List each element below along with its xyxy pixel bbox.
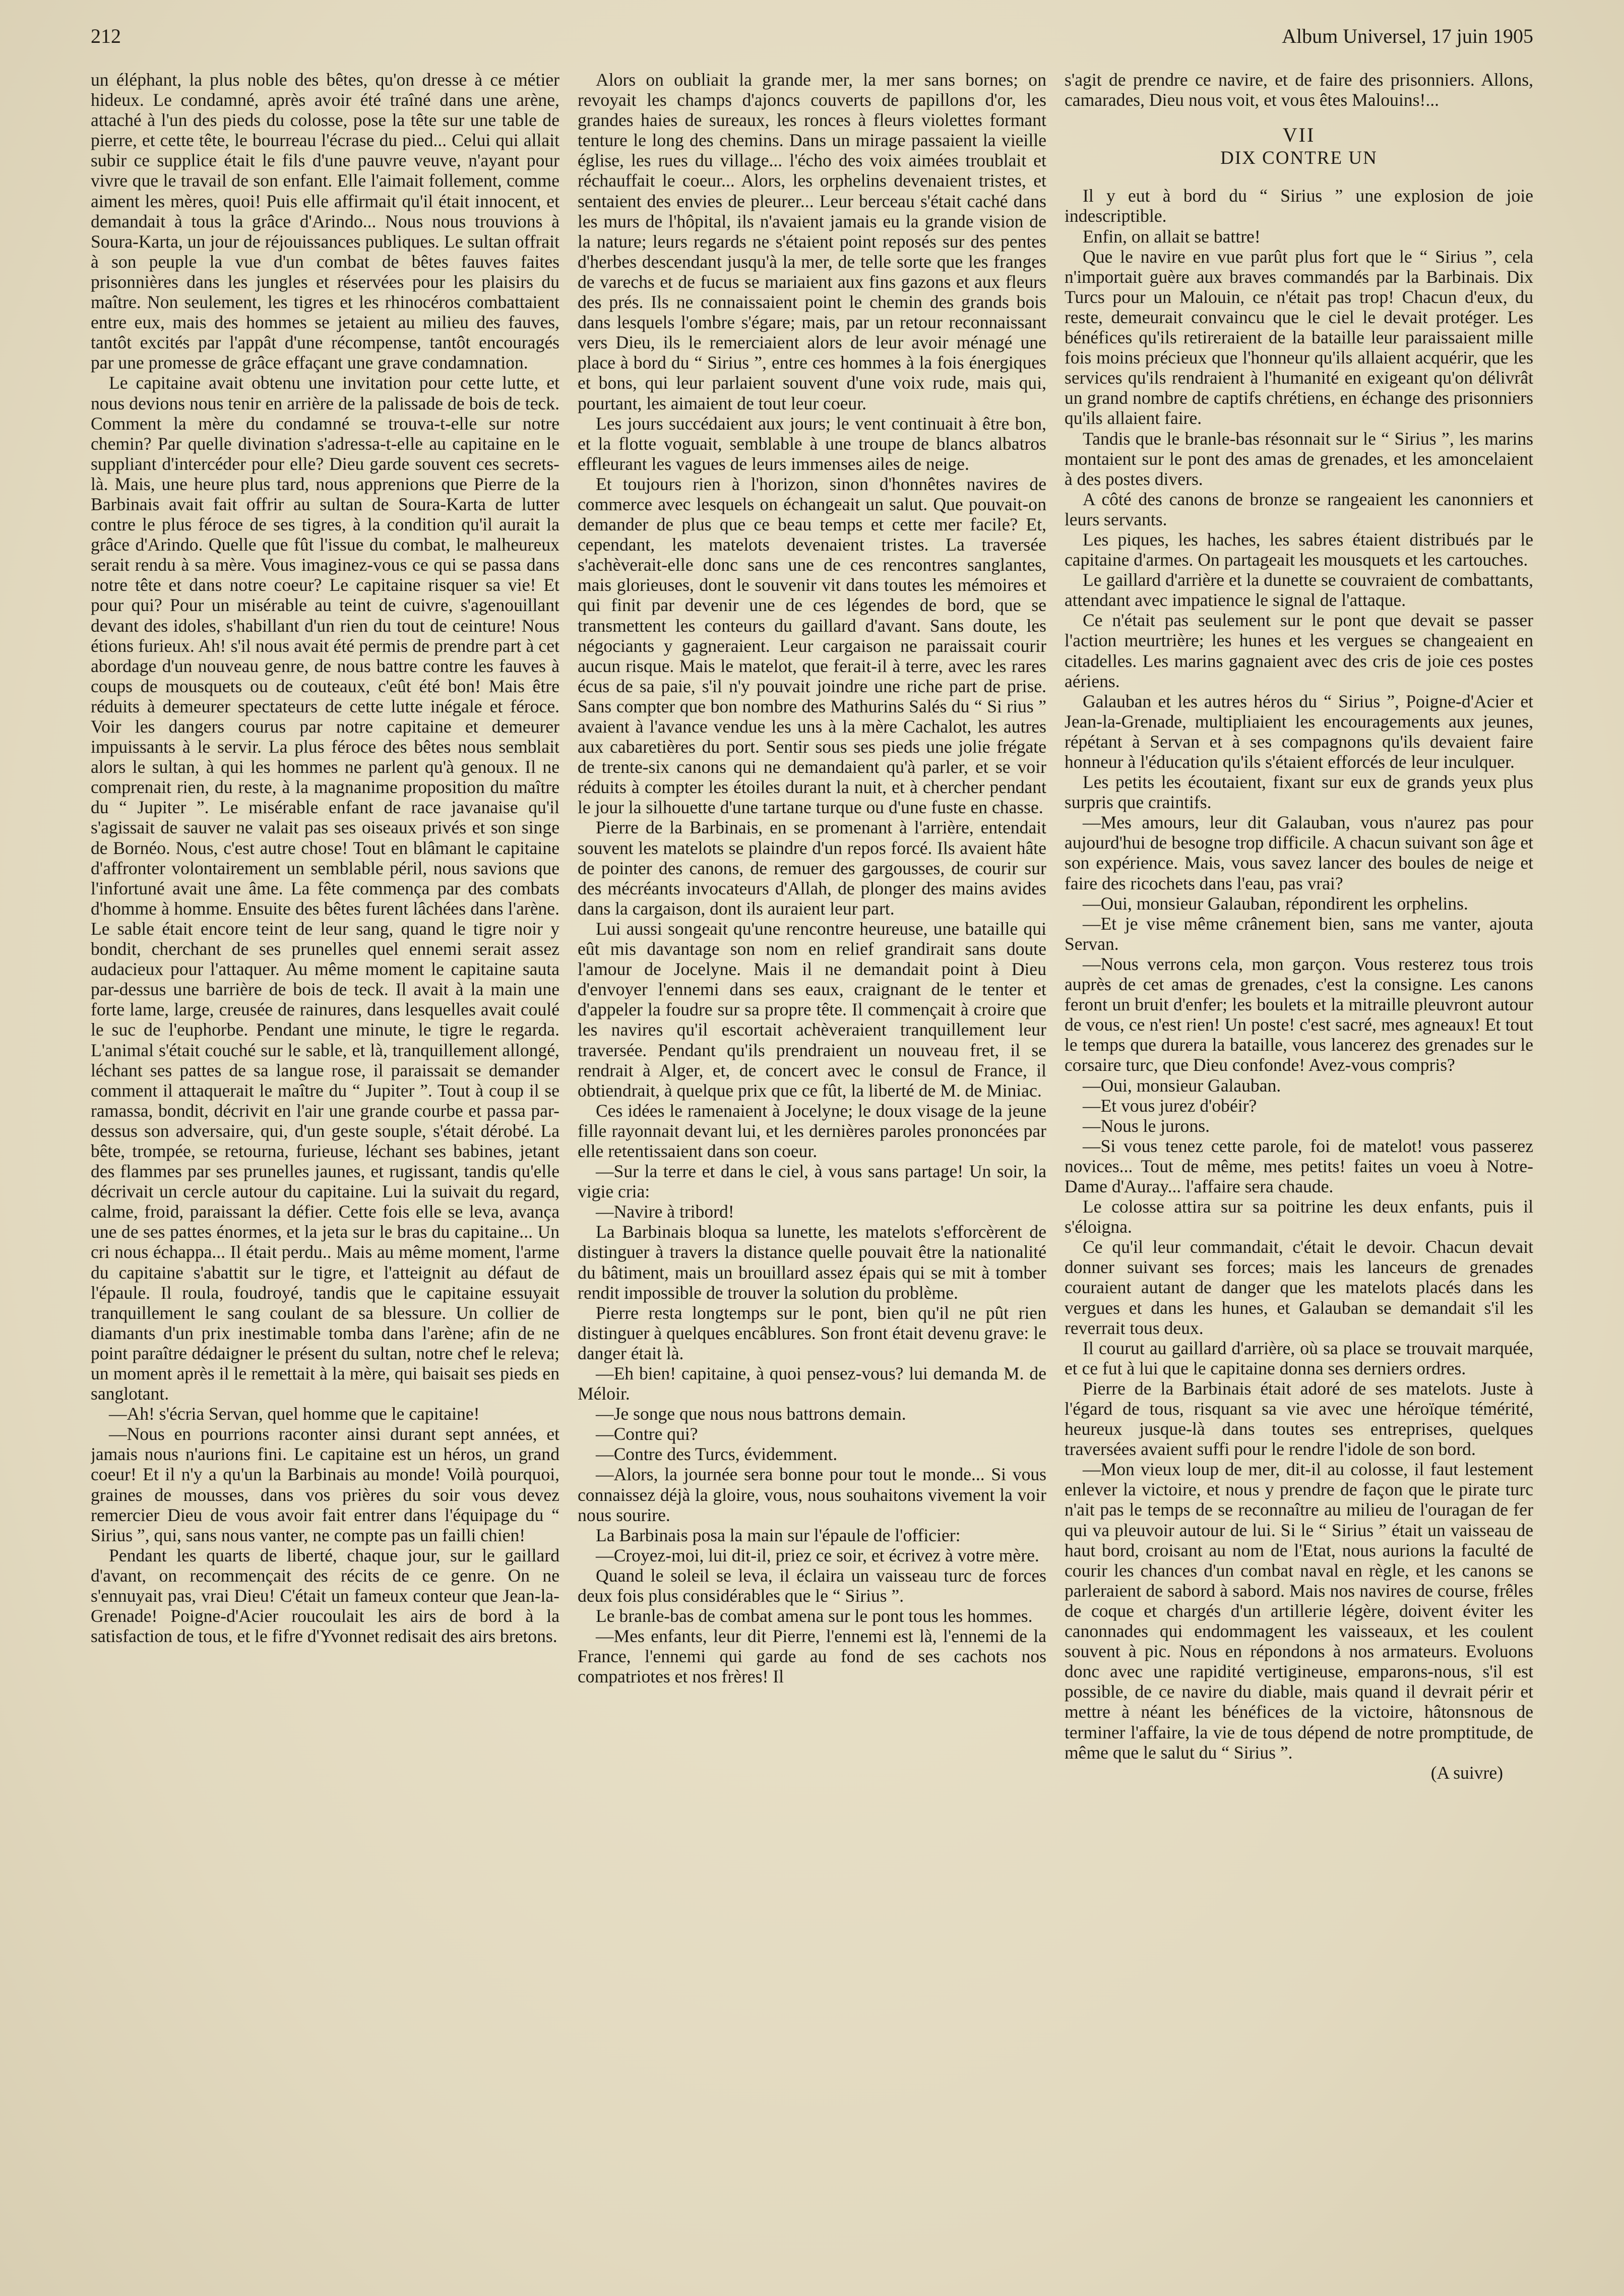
- paragraph: Pendant les quarts de liberté, chaque jour, sur le gaillard d'avant, on recommençait des récits de ce genre. On ne s'ennuyait pas, vrai Dieu! C'était un fameux conteur que Jean-la-Grenade! Poigne-d'Acier roucoulait les airs de bord à la satisfaction de tous, et le fifre d'Yvonnet redisait des airs bretons.: [91, 1545, 559, 1647]
- paragraph: un éléphant, la plus noble des bêtes, qu'on dresse à ce métier hideux. Le condamné, après avoir été traîné dans une arène, attaché à l'un des pieds du colosse, pose la tête sur une table de pierre, et cette tête, le bourreau l'écrase du pied... Celui qui allait subir ce supplice était le fils d'une pauvre veuve, n'ayant pour vivre que le travail de son enfant. Elle l'aimait follement, comme aiment les mères, quoi! Puis elle affirmait qu'il était innocent, et demandait à tous la grâce d'Arindo... Nous nous trouvions à Soura-Karta, un jour de réjouissances publiques. Le sultan offrait à son peuple la vue d'un combat de bêtes fauves faites prisonnières dans les jungles et réservées pour les plaisirs du maître. Non seulement, les tigres et les rhinocéros combattaient entre eux, mais des hommes se jetaient au milieu des fauves, tantôt excités par l'appât d'une récompense, tantôt encouragés par une promesse de grâce effaçant une grave condamnation.: [91, 70, 559, 373]
- paragraph: Il courut au gaillard d'arrière, où sa place se trouvait marquée, et ce fut à lui que le capitaine donna ses derniers ordres.: [1065, 1338, 1533, 1378]
- paragraph: Enfin, on allait se battre!: [1083, 226, 1261, 247]
- paragraph: —Mon vieux loup de mer, dit-il au colosse, il faut lestement enlever la victoire, et nous y prendre de façon que le pirate turc n'ait pas le temps de se reconnaître au milieu de l'ouragan de fer qui va pleuvoir autour de lui. Si le “ Sirius ” était un vaisseau de haut bord, croisant au nom de l'Etat, nous aurions la faculté de courir les chances d'un combat naval en règle, et les canons se parleraient de sabord à sabord. Mais nos navires de course, frêles de coque et chargés d'un artillerie légère, doivent éviter les canonnades qui endommagent les vaisseaux, et les coulent souvent à pic. Nous en répondons à nos armateurs. Evoluons donc avec une rapidité vertigineuse, emparons-nous, s'il est possible, de ce navire du diable, mais quand il devrait périr et mettre à néant les bénéfices de la victoire, hâtonsnous de terminer l'affaire, la vie de tous dépend de notre promptitude, de même que le salut du “ Sirius ”.: [1065, 1459, 1533, 1763]
- paragraph: Le branle-bas de combat amena sur le pont tous les hommes.: [596, 1606, 1033, 1626]
- paragraph: —Ah! s'écria Servan, quel homme que le capitaine!: [109, 1404, 480, 1424]
- paragraph: —Contre des Turcs, évidemment.: [596, 1444, 838, 1465]
- paragraph: —Mes amours, leur dit Galauban, vous n'aurez pas pour aujourd'hui de besogne trop difficile. A chacun suivant son âge et son expérience. Mais, vous savez lancer des boules de neige et faire des ricochets dans l'eau, pas vrai?: [1065, 812, 1533, 893]
- paragraph: —Et je vise même crânement bien, sans me vanter, ajouta Servan.: [1065, 913, 1533, 954]
- paragraph: —Si vous tenez cette parole, foi de matelot! vous passerez novices... Tout de même, mes petits! faites un voeu à Notre-Dame d'Auray... l'affaire sera chaude.: [1065, 1135, 1533, 1196]
- paragraph: —Croyez-moi, lui dit-il, priez ce soir, et écrivez à votre mère.: [596, 1545, 1039, 1565]
- paragraph: s'agit de prendre ce navire, et de faire des prisonniers. Allons, camarades, Dieu nous voit, et vous êtes Malouins!...: [1065, 70, 1533, 110]
- paragraph: Pierre resta longtemps sur le pont, bien qu'il ne pût rien distinguer à quelques encâblures. Son front était devenu grave: le danger était là.: [578, 1302, 1046, 1363]
- paragraph: Ce qu'il leur commandait, c'était le devoir. Chacun devait donner suivant ses forces; mais les lanceurs de grenades couraient autant de danger que les matelots placés dans les vergues et dans les hunes, et Galauban se demandait s'il les reverrait tous deux.: [1065, 1237, 1533, 1338]
- paragraph: —Contre qui?: [596, 1424, 698, 1444]
- article-columns: [91, 70, 1533, 2268]
- paragraph: —Oui, monsieur Galauban.: [1083, 1075, 1281, 1096]
- column-2: [578, 70, 1046, 2268]
- paragraph: Le gaillard d'arrière et la dunette se couvraient de combattants, attendant avec impatience le signal de l'attaque.: [1065, 570, 1533, 611]
- paragraph: —Mes enfants, leur dit Pierre, l'ennemi est là, l'ennemi de la France, l'ennemi qui garde au fond de ses cachots nos compatriotes et nos frères! Il: [578, 1626, 1046, 1687]
- paragraph: Les jours succédaient aux jours; le vent continuait à être bon, et la flotte voguait, semblable à une troupe de blancs albatros effleurant les vagues de leurs immenses ailes de neige.: [578, 413, 1046, 474]
- paragraph: —Nous verrons cela, mon garçon. Vous resterez tous trois auprès de cet amas de grenades, c'est la consigne. Les canons feront un bruit d'enfer; les boulets et la mitraille pleuvront autour de vous, ce n'est rien! Un poste! c'est sacré, mes agneaux! Et tout le temps que durera la bataille, vous lancerez des grenades sur le corsaire turc, que Dieu confonde! Avez-vous compris?: [1065, 953, 1533, 1075]
- paragraph: Il y eut à bord du “ Sirius ” une explosion de joie indescriptible.: [1065, 186, 1533, 226]
- paragraph: La Barbinais bloqua sa lunette, les matelots s'efforcèrent de distinguer à travers la distance quelle pouvait être la nationalité du bâtiment, mais un brouillard assez épais qui se mit à tomber rendit impossible de trouver la solution du problème.: [578, 1222, 1046, 1303]
- paragraph: —Alors, la journée sera bonne pour tout le monde... Si vous connaissez déjà la gloire, vous, nous souhaitons vivement la voir nous sourire.: [578, 1464, 1046, 1525]
- paragraph: Et toujours rien à l'horizon, sinon d'honnêtes navires de commerce avec lesquels on échangeait un salut. Que pouvait-on demander de plus que ce beau temps et cette mer facile? Et, cependant, les matelots devenaient tristes. La traversée s'achèverait-elle donc sans une de ces rencontres sanglantes, mais glorieuses, dont le souvenir vit dans toutes les mémoires et qui finit par devenir une de ces légendes de bord, que se transmettent les conteurs du gaillard d'avant. Sans doute, les négociants y gagneraient. Leur cargaison ne paraissait courir aucun risque. Mais le matelot, que ferait-il à terre, avec les rares écus de sa paie, s'il n'y pouvait joindre une riche part de prise. Sans compter que bon nombre des Mathurins Salés du “ Si rius ” avaient à l'avance vendue les uns à la mère Cachalot, les autres aux cabaretières du port. Sentir sous ses pieds une jolie frégate de trente-six canons qui ne demandaient qu'à parler, et se voir réduits à compter les étoiles durant la nuit, et à chercher pendant le jour la silhouette d'une tartane turque ou d'une fuste en chasse.: [578, 473, 1046, 818]
- paragraph: Pierre de la Barbinais était adoré de ses matelots. Juste à l'égard de tous, risquant sa vie avec une héroïque témérité, heureux jusque-là dans toutes ses entreprises, quelques traversées avaient suffi pour le rendre l'idole de son bord.: [1065, 1378, 1533, 1460]
- paragraph: Le colosse attira sur sa poitrine les deux enfants, puis il s'éloigna.: [1065, 1196, 1533, 1237]
- paragraph: Ce n'était pas seulement sur le pont que devait se passer l'action meurtrière; les hunes et les vergues se changeaient en citadelles. Les marins gagnaient avec des cris de joie ces postes aériens.: [1065, 610, 1533, 691]
- chapter-number: VII: [1282, 124, 1316, 147]
- paragraph: Galauban et les autres héros du “ Sirius ”, Poigne-d'Acier et Jean-la-Grenade, multipliaient les encouragements aux jeunes, répétant à Servan et à ses compagnons qu'ils devaient faire honneur à l'éducation qu'ils s'étaient efforcés de leur inculquer.: [1065, 691, 1533, 772]
- paragraph: Ces idées le ramenaient à Jocelyne; le doux visage de la jeune fille rayonnait devant lui, et les dernières paroles prononcées par elle retentissaient dans son coeur.: [578, 1100, 1046, 1161]
- paragraph: Les petits les écoutaient, fixant sur eux de grands yeux plus surpris que craintifs.: [1065, 772, 1533, 813]
- paragraph: Tandis que le branle-bas résonnait sur le “ Sirius ”, les marins montaient sur le pont des amas de grenades, et les amoncelaient à des postes divers.: [1065, 428, 1533, 489]
- paragraph: Les piques, les haches, les sabres étaient distribués par le capitaine d'armes. On partageait les mousquets et les cartouches.: [1065, 529, 1533, 570]
- column-1: [91, 70, 559, 2268]
- paragraph: —Oui, monsieur Galauban, répondirent les orphelins.: [1083, 893, 1468, 914]
- paragraph: —Eh bien! capitaine, à quoi pensez-vous? lui demanda M. de Méloir.: [578, 1363, 1046, 1404]
- paragraph: Que le navire en vue parût plus fort que le “ Sirius ”, cela n'importait guère aux braves commandés par la Barbinais. Dix Turcs pour un Malouin, ce n'était pas trop! Chacun d'eux, du reste, demeurait convaincu que le ciel le devait protéger. Les bénéfices qu'ils retireraient de la bataille leur paraissaient mille fois moins précieux que l'honneur qu'ils allaient acquérir, que les services qu'ils rendraient à l'humanité en exigeant qu'on délivrât un grand nombre de captifs chrétiens, en échange des prisonniers qu'ils allaient faire.: [1065, 246, 1533, 429]
- chapter-title: DIX CONTRE UN: [1220, 148, 1378, 169]
- paragraph: —Navire à tribord!: [596, 1201, 734, 1222]
- publication-line: Album Universel, 17 juin 1905: [1282, 25, 1533, 47]
- paragraph: Alors on oubliait la grande mer, la mer sans bornes; on revoyait les champs d'ajoncs couverts de papillons d'or, les grandes haies de sureaux, les ronces à fleurs violettes formant tenture le long des chemins. Dans un mirage passaient la vieille église, les rues du village... l'écho des voix aimées troublait et réchauffait le coeur... Alors, les orphelins devenaient tristes, et sentaient des envies de pleurer... Leur berceau s'était caché dans les murs de l'hôpital, ils n'avaient jamais eu la grande vision de la nature; leurs regards ne s'étaient point reposés sur des pentes d'herbes descendant jusqu'à la mer, de telle sorte que les franges de varechs et de fucus se mariaient aux fins gazons et aux fleurs des prés. Ils ne connaissaient point le chemin des grands bois dans lesquels l'ombre s'égare; mais, par un retour reconnaissant vers Dieu, ils le remerciaient alors de leur avoir ménagé une place à bord du “ Sirius ”, entre ces hommes à la fois énergiques et bons, qui leur parlaient souvent d'une voix rude, mais qui, pourtant, les aimaient de tout leur coeur.: [578, 70, 1046, 413]
- paragraph: —Nous le jurons.: [1083, 1115, 1210, 1136]
- continued-notice: (A suivre): [1430, 1762, 1503, 1783]
- paragraph: Pierre de la Barbinais, en se promenant à l'arrière, entendait souvent les matelots se plaindre d'un repos forcé. Ils avaient hâte de pointer des canons, de remuer des gargousses, de courir sur des mécréants invocateurs d'Allah, de plonger des mains avides dans la cargaison, dont ils auraient leur part.: [578, 817, 1046, 919]
- paragraph: Quand le soleil se leva, il éclaira un vaisseau turc de forces deux fois plus considérables que le “ Sirius ”.: [578, 1565, 1046, 1606]
- page-number: 212: [91, 25, 121, 47]
- paragraph: Lui aussi songeait qu'une rencontre heureuse, une bataille qui eût mis davantage son nom en relief grandirait sans doute l'amour de Jocelyne. Mais il ne demandait point à Dieu d'envoyer l'ennemi dans ses eaux, craignant de le tenter et d'appeler la foudre sur sa propre tête. Il commençait à croire que les navires qu'il escortait achèveraient tranquillement leur traversée. Pendant qu'ils prendraient un nouveau fret, il se rendrait à Alger, et, de concert avec le consul de France, il obtiendrait, à quelque prix que ce fût, la liberté de M. de Miniac.: [578, 918, 1046, 1101]
- page-header: [91, 24, 1533, 56]
- paragraph: La Barbinais posa la main sur l'épaule de l'officier:: [596, 1525, 961, 1545]
- column-3: [1065, 70, 1533, 2268]
- paragraph: —Je songe que nous nous battrons demain.: [596, 1404, 906, 1424]
- paragraph: A côté des canons de bronze se rangeaient les canonniers et leurs servants.: [1065, 489, 1533, 529]
- paragraph: Le capitaine avait obtenu une invitation pour cette lutte, et nous devions nous tenir en arrière de la palissade de bois de teck. Comment la mère du condamné se trouva-t-elle sur notre chemin? Par quelle divination s'adressa-t-elle au capitaine en le suppliant d'intercéder pour elle? Dieu garde souvent ces secrets-là. Mais, une heure plus tard, nous apprenions que Pierre de la Barbinais avait fait offrir au sultan de Soura-Karta de lutter contre le plus féroce de ses tigres, à la condition qu'il aurait la grâce d'Arindo. Quelle que fût l'issue du combat, le malheureux serait rendu à sa mère. Vous imaginez-vous ce qui se passa dans notre tête et dans notre coeur? Le capitaine risquer sa vie! Et pour qui? Pour un misérable au teint de cuivre, s'agenouillant devant des idoles, s'habillant d'un rien du tout de ceinture! Nous étions furieux. Ah! s'il nous avait été permis de prendre part à cet abordage d'un nouveau genre, de nous battre contre les fauves à coups de mousquets ou de couteaux, c'eût été bon! Mais être réduits à demeurer spectateurs de cette lutte inégale et féroce. Voir les dangers courus par notre capitaine et demeurer impuissants à le servir. La plus féroce des bêtes nous semblait alors le sultan, à qui les hommes ne parlent qu'à genoux. Il ne comprenait rien, du reste, à la magnanime proposition du maître du “ Jupiter ”. Le misérable enfant de race javanaise qu'il s'agissait de sauver ne valait pas ses oiseaux privés et son singe de Bornéo. Nous, c'est autre chose! Tout en blâmant le capitaine d'affronter volontairement un semblable péril, nous savions que l'infortuné avait une âme. La fête commença par des combats d'homme à homme. Ensuite des bêtes furent lâchées dans l'arène. Le sable était encore teint de leur sang, quand le tigre noir y bondit, cherchant de ses prunelles quel ennemi serait assez audacieux pour l'attaquer. Au même moment le capitaine sauta par-dessus une barrière de bois de teck. Il avait à la main une forte lame, large, creusée de rainures, dans lesquelles avait coulé le suc de l'euphorbe. Pendant une minute, le tigre le regarda. L'animal s'était couché sur le sable, et là, tranquillement allongé, léchant ses pattes de sa langue rose, il paraissait se demander comment il attaquerait le maître du “ Jupiter ”. Tout à coup il se ramassa, bondit, décrivit en l'air une grande courbe et passa par-dessus son adversaire, qui, d'un geste souple, s'était dérobé. La bête, trompée, se retourna, furieuse, léchant ses babines, jetant des flammes par ses prunelles jaunes, et rugissant, tandis qu'elle décrivait un cercle autour du capitaine. Lui la suivait du regard, calme, froid, paraissant la défier. Cette fois elle se leva, avança une de ses pattes énormes, et la jeta sur le bras du capitaine... Un cri nous échappa... Il était perdu.. Mais au même moment, l'arme du capitaine s'abattit sur le tigre, et l'atteignit au défaut de l'épaule. Il roula, foudroyé, tandis que le capitaine essuyait tranquillement le sang coulant de sa blessure. Un collier de diamants d'un prix inestimable tomba dans l'arène; afin de ne point paraître dédaigner le présent du sultan, notre chef le releva; un moment après il le remettait à la mère, qui baisait ses pieds en sanglotant.: [91, 373, 559, 1404]
- paragraph: —Sur la terre et dans le ciel, à vous sans partage! Un soir, la vigie cria:: [578, 1161, 1046, 1202]
- paragraph: —Et vous jurez d'obéir?: [1083, 1095, 1257, 1116]
- paragraph: —Nous en pourrions raconter ainsi durant sept années, et jamais nous n'aurions fini. Le capitaine est un héros, un grand coeur! Et il n'y a qu'un la Barbinais au monde! Voilà pourquoi, graines de mousses, dans vos prières du soir vous devez remercier Dieu de vous avoir fait entrer dans l'équipage du “ Sirius ”, qui, sans nous vanter, ne compte pas un failli chien!: [91, 1424, 559, 1545]
